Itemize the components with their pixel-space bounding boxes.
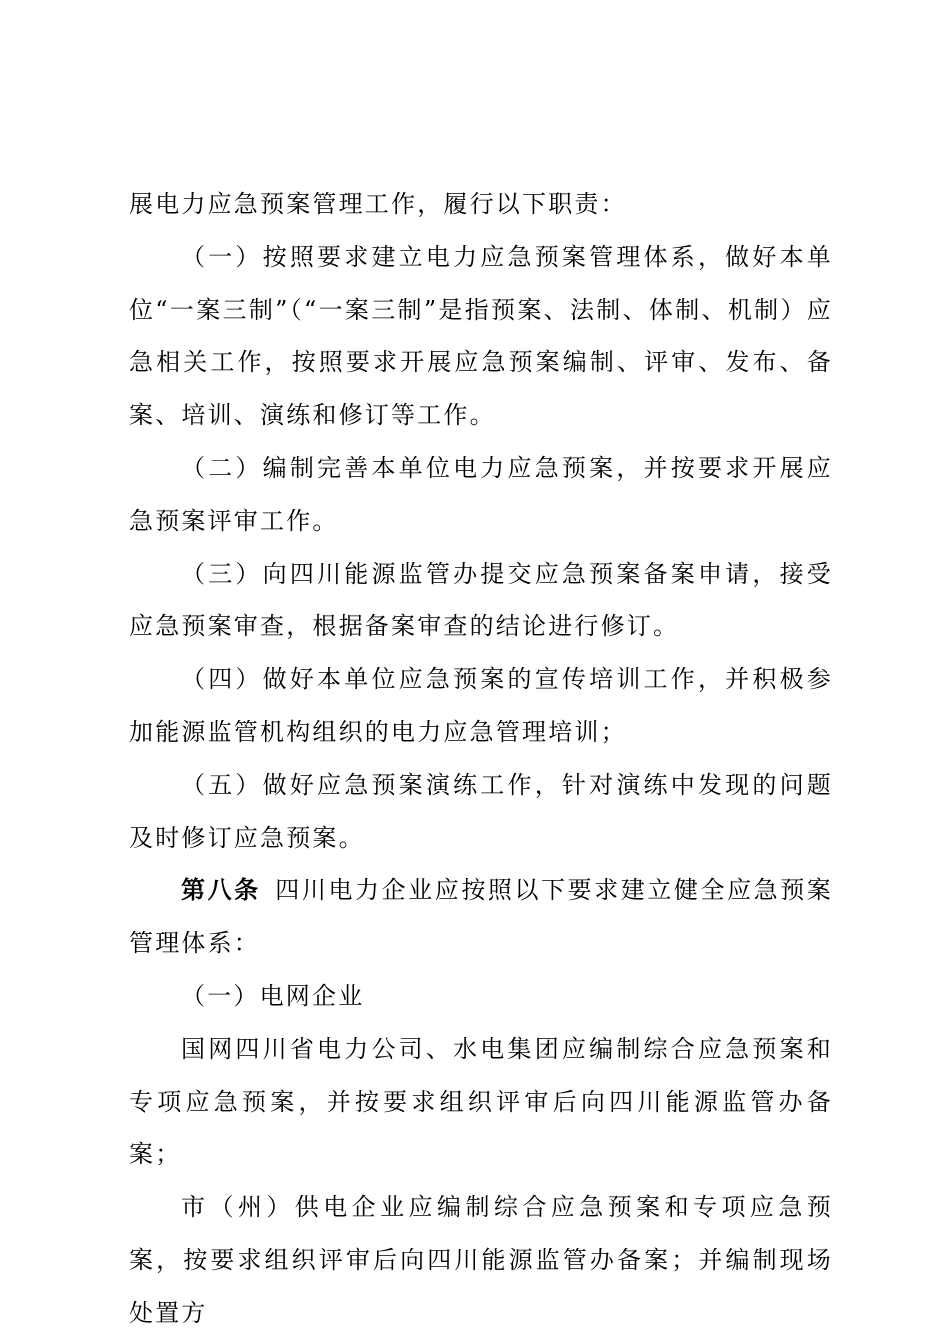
- paragraph-item-5: （五）做好应急预案演练工作，针对演练中发现的问题及时修订应急预案。: [129, 770, 833, 852]
- paragraph-provincial-company: 国网四川省电力公司、水电集团应编制综合应急预案和专项应急预案，并按要求组织评审后向四川能源监管办备案；: [129, 1034, 833, 1169]
- article-8-text: 四川电力企业应按照以下要求建立健全应急预案管理体系：: [129, 876, 833, 958]
- document-body: [129, 178, 833, 1340]
- article-8-heading: 第八条: [181, 875, 261, 905]
- paragraph-city-supply: 市（州）供电企业应编制综合应急预案和专项应急预案，按要求组织评审后向四川能源监管办备案；并编制现场处置方: [129, 1193, 833, 1327]
- paragraph-item-4: （四）做好本单位应急预案的宣传培训工作，并积极参加能源监管机构组织的电力应急管理培训；: [129, 665, 833, 746]
- article-8-paragraph: [129, 864, 833, 970]
- paragraph-item-3: （三）向四川能源监管办提交应急预案备案申请，接受应急预案审查，根据备案审查的结论进行修订。: [129, 559, 833, 641]
- paragraph-item-2: （二）编制完善本单位电力应急预案，并按要求开展应急预案评审工作。: [129, 453, 833, 535]
- paragraph-continuation: 展电力应急预案管理工作，履行以下职责：: [129, 190, 627, 218]
- paragraph-item-1: （一）按照要求建立电力应急预案管理体系，做好本单位“一案三制”（“一案三制”是指预案、法制、体制、机制）应急相关工作，按照要求开展应急预案编制、评审、发布、备案、培训、演练和修订等工作。: [129, 242, 833, 430]
- subsection-grid-enterprise: （一）电网企业: [181, 981, 365, 1010]
